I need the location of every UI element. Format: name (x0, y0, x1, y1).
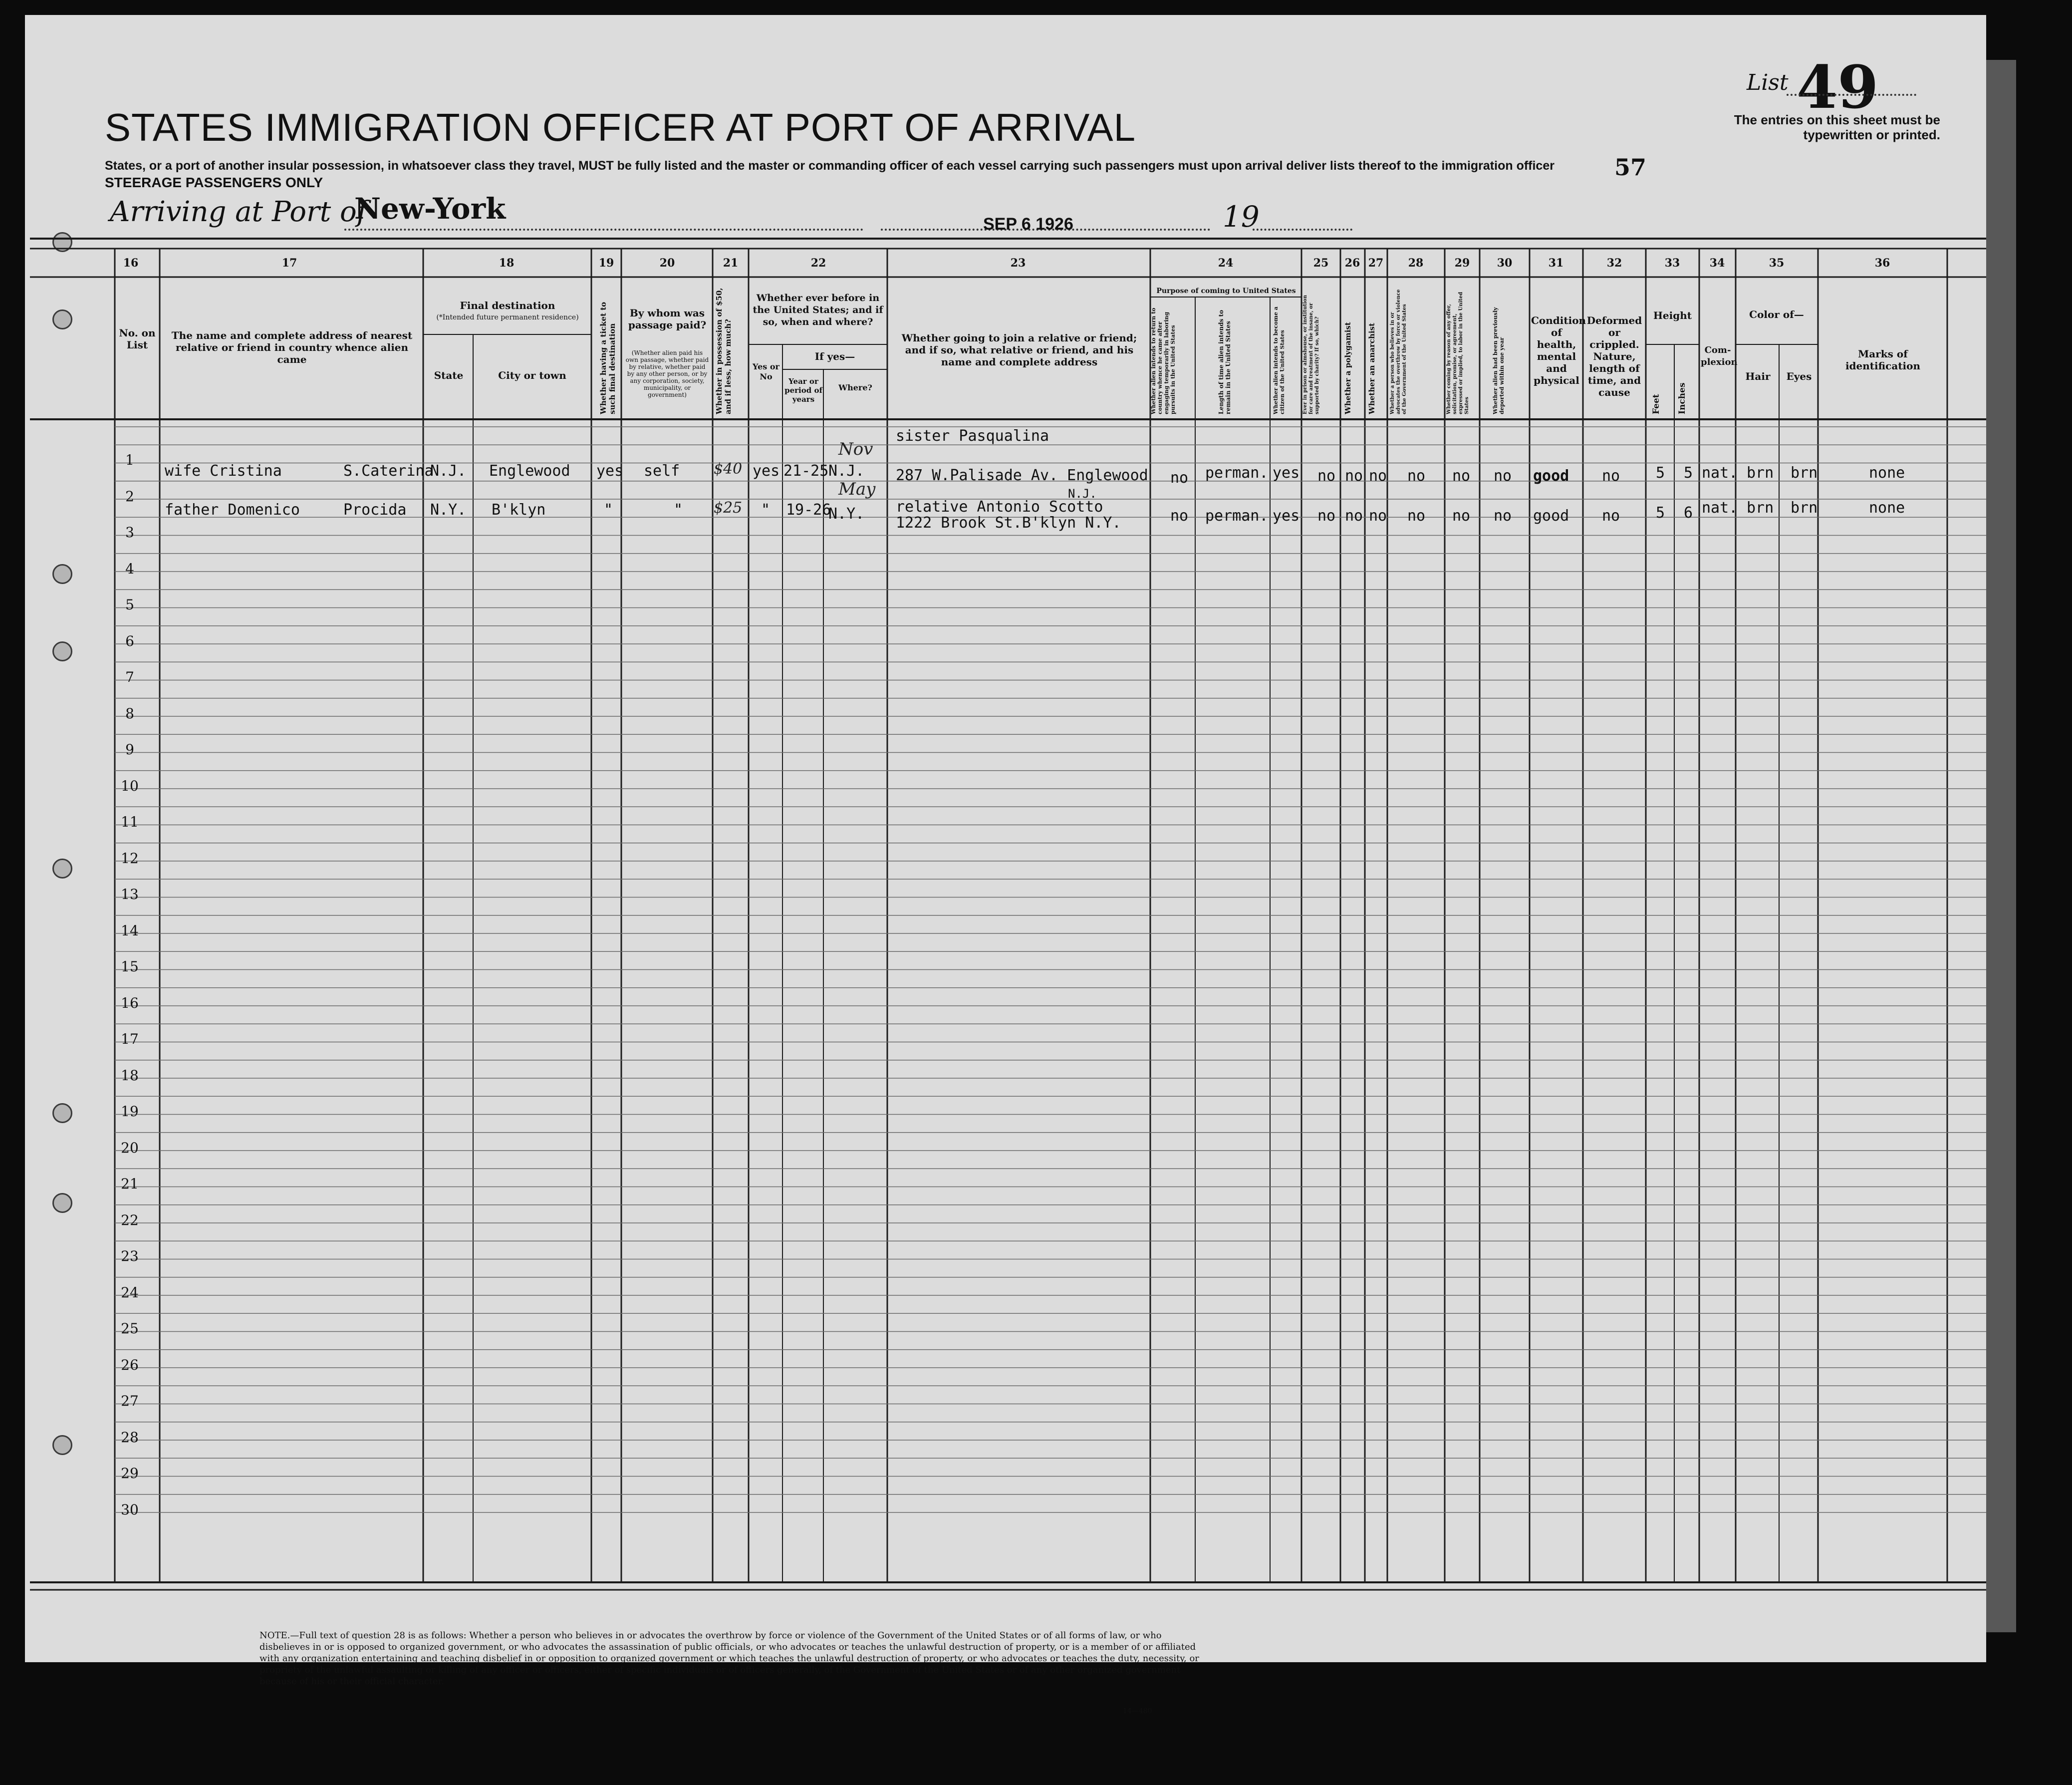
header-joining-relative: Whether going to join a relative or friend; and if so, what relative or friend, and his name and complete address (901, 332, 1137, 368)
row2-paid-by: " (674, 501, 683, 519)
column-number: 30 (1497, 257, 1513, 270)
header-inches: Inches (1677, 382, 1687, 414)
header-passage-paid: By whom was passage paid? (628, 307, 707, 331)
header-passage-note: (Whether alien paid his own passage, whether paid by relative, whether paid by any other person, or by any corporation, society, municipality, or government) (625, 349, 709, 398)
row1-marks: none (1869, 464, 1905, 482)
arrival-date: SEP 6 1926 (983, 215, 1073, 234)
row-number: 18 (121, 1067, 139, 1084)
header-return-intent: Whether alien intends to return to country whence he came after engaging temporarily in laboring pursuits in the United States (1150, 307, 1176, 414)
header-height: Height (1653, 309, 1692, 321)
row1-hair: brn (1747, 464, 1774, 482)
question-28-note: NOTE.—Full text of question 28 is as follows: Whether a person who believes in or advocates the overthrow by force or violence of the Government of the United States or of all forms of law, or who disbelieves in or is opposed to organized government, or who advocates the assassination of public officials, or who advocates or teaches the unlawful destruction of property, or is a member of or affiliated with any organization entertaining and teaching disbelief in or opposition to organized government or which teaches the unlawful destruction of property, or who advocates or teaches the duty, necessity, or propriety of the unlawful assaulting or killing of any officer or officers, either of specific individuals or of officers generally, of the Government of the United States or of any other organized government because of his or their official character. (259, 1630, 1199, 1687)
row1-city: Englewood (489, 462, 570, 480)
header-final-destination: Final destination (460, 299, 555, 311)
row-number: 11 (121, 814, 139, 830)
column-number: 25 (1313, 257, 1329, 270)
row2-length: perman. (1205, 507, 1269, 525)
header-purpose: Purpose of coming to United States (1156, 287, 1296, 295)
arriving-label: Arriving at Port of (110, 196, 367, 228)
list-label: List (1747, 70, 1789, 95)
row-number: 29 (121, 1465, 139, 1482)
column-number: 23 (1010, 257, 1026, 270)
print-code: 14—480 (1123, 1707, 1152, 1715)
header-deformed: Deformed or crippled. Nature, length of time, and cause (1586, 314, 1642, 398)
row-number: 6 (125, 632, 134, 649)
column-number: 17 (281, 257, 297, 270)
row2-hair: brn (1747, 499, 1774, 517)
row2-joining-note: N.J. (1068, 487, 1097, 501)
row-number: 3 (125, 524, 134, 541)
row2-relative: father Domenico (165, 501, 300, 519)
column-number: 19 (598, 257, 614, 270)
header-state: State (434, 369, 464, 381)
row2-complexion: nat. (1702, 499, 1738, 517)
row2-before-us: " (761, 501, 771, 519)
row1-complexion: nat. (1702, 464, 1738, 482)
row2-marks: none (1869, 499, 1905, 517)
header-prison: Ever in prison or almshouse, or institution for care and treatment of the insane, or supported by charity? If so, which? (1302, 295, 1320, 414)
row-number: 17 (121, 1031, 139, 1047)
column-number: 20 (659, 257, 675, 270)
row2-where-note: May (838, 479, 876, 499)
row-number: 12 (121, 850, 139, 867)
form-number: 57 (1614, 154, 1647, 181)
row-number: 2 (125, 488, 134, 505)
column-number: 28 (1408, 257, 1424, 270)
row-number: 13 (121, 886, 139, 902)
header-no-on-list: No. on List (119, 327, 156, 351)
header-city: City or town (498, 369, 566, 381)
column-number: 32 (1606, 257, 1622, 270)
row-number: 20 (121, 1139, 139, 1156)
row-number: 23 (121, 1248, 139, 1264)
row-number: 16 (121, 994, 139, 1011)
row-number: 14 (121, 922, 139, 939)
column-number: 33 (1664, 257, 1680, 270)
row2-years: 19-26 (786, 501, 831, 519)
row1-inches: 5 (1684, 464, 1693, 482)
row2-anarchist: no (1369, 507, 1387, 525)
header-polygamist: Whether a polygamist (1343, 322, 1352, 414)
row1-relative-place: S.Caterina (343, 462, 434, 480)
row1-money: $40 (714, 460, 743, 478)
row-number: 21 (121, 1176, 139, 1192)
row-number: 25 (121, 1320, 139, 1337)
header-deported: Whether alien had been previously deported within one year (1492, 307, 1505, 414)
header-marks: Marks of identification (1845, 348, 1921, 372)
column-number: 29 (1454, 257, 1470, 270)
row1-joining-line2: 287 W.Palisade Av. Englewood (896, 467, 1148, 484)
list-number: 49 (1797, 52, 1879, 122)
row2-city: B'klyn (492, 501, 546, 519)
row2-q29: no (1452, 507, 1471, 525)
header-health: Condition of health, mental and physical (1531, 314, 1586, 386)
header-anarchist: Whether an anarchist (1367, 322, 1376, 414)
row-number: 4 (125, 560, 134, 577)
row2-health: good (1533, 507, 1569, 525)
row1-where: N.J. (828, 462, 865, 480)
row1-feet: 5 (1656, 464, 1665, 482)
row1-deformed: no (1602, 467, 1620, 485)
header-nearest-relative: The name and complete address of nearest relative or friend in country whence alien came (171, 329, 413, 365)
column-number: 18 (499, 257, 515, 270)
column-number: 16 (123, 257, 139, 270)
row1-relative: wife Cristina (165, 462, 282, 480)
row-number: 8 (125, 705, 134, 722)
row1-q29: no (1452, 467, 1471, 485)
header-final-destination-note: (*Intended future permanent residence) (436, 313, 579, 321)
row1-years: 21-25 (783, 462, 829, 480)
header-yes-no: Yes or No (753, 362, 779, 381)
column-number: 21 (723, 257, 739, 270)
row2-q28: no (1407, 507, 1426, 525)
header-color-of: Color of— (1749, 308, 1804, 320)
row-number: 28 (121, 1429, 139, 1446)
row2-deported: no (1494, 507, 1512, 525)
column-number: 26 (1344, 257, 1360, 270)
header-citizen-intent: Whether alien intends to become a citizen of the United States (1273, 306, 1286, 414)
header-before-in-us: Whether ever before in the United States; and if so, when and where? (753, 293, 883, 327)
port-value: New-York (354, 192, 506, 226)
row1-citizen: yes (1273, 464, 1300, 482)
row1-length: perman. (1205, 464, 1269, 482)
row-number: 1 (125, 452, 134, 468)
row1-deported: no (1494, 467, 1512, 485)
header-where: Where? (838, 383, 872, 392)
list-note: The entries on this sheet must be typewritten or printed. (1734, 112, 1940, 142)
row2-feet: 5 (1656, 504, 1665, 522)
row2-inches: 6 (1684, 504, 1693, 522)
row2-eyes: brn (1791, 499, 1818, 517)
row1-paid-by: self (644, 462, 680, 480)
page-title: STATES IMMIGRATION OFFICER AT PORT OF ARRIVAL (105, 105, 1136, 149)
header-money: Whether in possession of $50, and if less, how much? (715, 288, 733, 414)
row2-polygamist: no (1345, 507, 1363, 525)
row-number: 9 (125, 741, 134, 758)
header-ticket: Whether having a ticket to such final destination (599, 301, 617, 414)
column-number: 31 (1548, 257, 1564, 270)
column-number: 27 (1368, 257, 1384, 270)
row2-relative-place: Procida (343, 501, 407, 519)
header-overthrow: Whether a person who believes in or advocates the overthrow by force or violence of the Government of the United States (1390, 289, 1407, 414)
header-year: Year or period of years (784, 377, 822, 404)
header-complexion: Com-plexion (1701, 345, 1738, 367)
row2-prison: no (1317, 507, 1336, 525)
subtitle-line: States, or a port of another insular possession, in whatsoever class they travel, MUST be fully listed and the master or commanding officer of each vessel carrying such passengers must upon arrival deliver lists thereof to the immigration officer (105, 159, 1554, 173)
row1-where-note: Nov (838, 439, 873, 459)
steerage-label: STEERAGE PASSENGERS ONLY (105, 175, 323, 190)
header-if-yes: If yes— (814, 350, 855, 362)
row-number: 30 (121, 1501, 139, 1518)
header-feet: Feet (1651, 394, 1661, 414)
row2-deformed: no (1602, 507, 1620, 525)
row1-return: no (1170, 469, 1189, 487)
row1-anarchist: no (1369, 467, 1387, 485)
row2-return: no (1170, 507, 1189, 525)
row2-ticket: " (604, 501, 613, 519)
header-hair: Hair (1745, 370, 1771, 382)
year-label: 19 (1223, 200, 1260, 234)
column-number: 35 (1769, 257, 1785, 270)
row1-polygamist: no (1345, 467, 1363, 485)
column-number: 36 (1874, 257, 1890, 270)
row-number: 15 (121, 958, 139, 975)
row1-health: good (1533, 467, 1569, 485)
row2-joining-line2: 1222 Brook St.B'klyn N.Y. (896, 514, 1121, 532)
row-number: 5 (125, 596, 134, 613)
row-number: 19 (121, 1103, 139, 1120)
row1-prison: no (1317, 467, 1336, 485)
row2-state: N.Y. (430, 501, 467, 519)
row1-joining-line1: sister Pasqualina (896, 427, 1049, 445)
row-number: 26 (121, 1356, 139, 1373)
column-number: 34 (1709, 257, 1725, 270)
row1-state: N.J. (430, 462, 467, 480)
row-number: 27 (121, 1393, 139, 1409)
row2-citizen: yes (1273, 507, 1300, 525)
header-eyes: Eyes (1786, 370, 1812, 382)
row-number: 7 (125, 669, 134, 685)
row1-q28: no (1407, 467, 1426, 485)
header-length-of-stay: Length of time alien intends to remain in the United States (1218, 309, 1232, 414)
row-number: 10 (121, 777, 139, 794)
row2-money: $25 (714, 499, 743, 517)
row2-where: N.Y. (828, 505, 865, 523)
row2-joining-line1: relative Antonio Scotto (896, 498, 1103, 516)
row-number: 24 (121, 1284, 139, 1301)
header-labor-offer: Whether coming by reason of any offer, solicitation, promise, or agreement, expressed or implied, to labor in the United States (1446, 292, 1470, 414)
row-number: 22 (121, 1211, 139, 1228)
row1-ticket: yes (596, 462, 624, 480)
row1-eyes: brn (1791, 464, 1818, 482)
column-number: 22 (810, 257, 826, 270)
row1-before-us: yes (753, 462, 780, 480)
column-number: 24 (1218, 257, 1234, 270)
